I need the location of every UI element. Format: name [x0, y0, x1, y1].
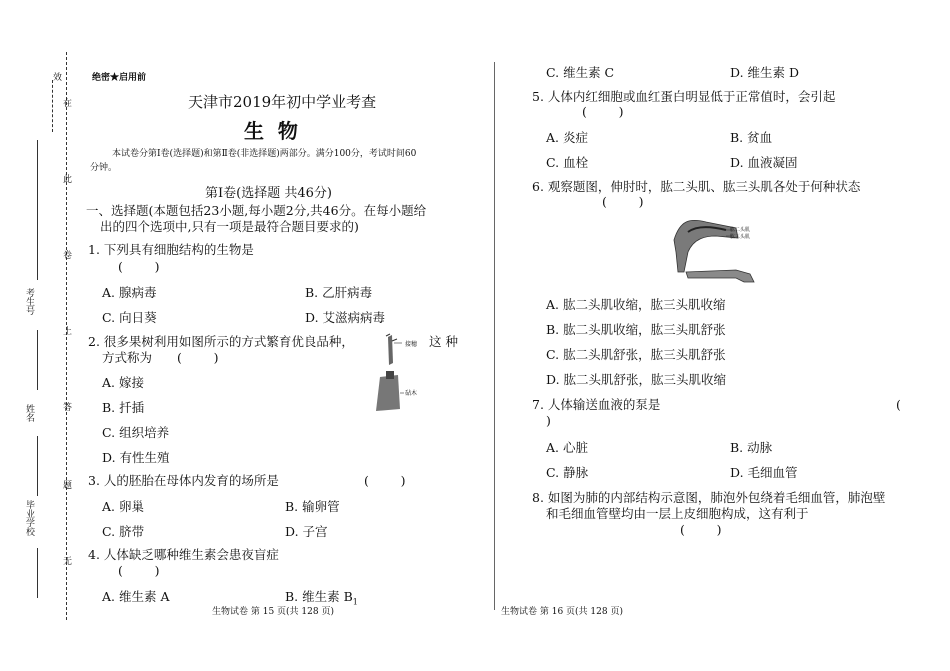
q6-option-c[interactable]: C. 肱二头肌舒张，肱三头肌舒张: [546, 347, 726, 362]
graft-union: [386, 371, 394, 379]
q7-blank-close[interactable]: ): [546, 413, 551, 428]
q6-stem: 6. 观察题图，伸肘时，肱二头肌、肱三头肌各处于何种状态: [532, 179, 861, 194]
triceps-label: 肱三头肌: [730, 234, 751, 240]
q2-option-d[interactable]: D. 有性生殖: [102, 450, 170, 465]
q7-option-a[interactable]: A. 心脏: [546, 440, 588, 455]
q4-option-a[interactable]: A. 维生素 A: [102, 589, 170, 604]
gutter-char: 此: [63, 175, 73, 185]
q7-blank-open[interactable]: (: [896, 397, 901, 412]
gutter-rule: [37, 436, 38, 496]
q4-option-b-subscript: 1: [352, 597, 358, 607]
q3-option-d[interactable]: D. 子宫: [285, 524, 328, 539]
forearm-shape: [686, 270, 754, 282]
q8-answer-blank[interactable]: ( ): [680, 522, 722, 537]
gutter-rule: [37, 140, 38, 280]
gutter-char: 卷: [63, 251, 73, 261]
q7-option-b[interactable]: B. 动脉: [730, 440, 773, 455]
q4-stem: 4. 人体缺乏哪种维生素会患夜盲症: [88, 547, 279, 562]
gutter-rule: [37, 330, 38, 390]
q2-option-b[interactable]: B. 扦插: [102, 400, 145, 415]
q5-answer-blank[interactable]: ( ): [582, 104, 624, 119]
gutter-char: 效: [53, 73, 63, 83]
footer-left: 生物试卷 第 15 页(共 128 页): [212, 607, 334, 617]
q2-stem-2: 方式称为: [102, 350, 153, 365]
q6-answer-blank[interactable]: ( ): [602, 194, 644, 209]
q3-option-c[interactable]: C. 脐带: [102, 524, 145, 539]
q1-stem: 1. 下列具有细胞结构的生物是: [88, 242, 254, 257]
part-heading: 第Ⅰ卷(选择题 共46分): [205, 186, 332, 201]
q3-answer-blank[interactable]: ( ): [364, 473, 406, 488]
biceps-label: 肱二头肌: [730, 227, 751, 233]
q2-stem-tail: 这 种: [429, 334, 458, 349]
q4-option-c[interactable]: C. 维生素 C: [546, 65, 615, 80]
intro-line-2: 分钟。: [90, 163, 118, 173]
q2-answer-blank[interactable]: ( ): [177, 350, 219, 365]
q6-option-d[interactable]: D. 肱二头肌舒张，肱三头肌收缩: [546, 372, 727, 387]
q1-option-d[interactable]: D. 艾滋病病毒: [305, 310, 386, 325]
q2-option-a[interactable]: A. 嫁接: [102, 375, 144, 390]
gutter-char: 答: [63, 403, 73, 413]
section-heading-1: 一、选择题(本题包括23小题,每小题2分,共46分。在每小题给: [86, 203, 427, 218]
q6-option-a[interactable]: A. 肱二头肌收缩，肱三头肌收缩: [546, 297, 726, 312]
q3-option-b[interactable]: B. 输卵管: [285, 499, 340, 514]
q1-option-b[interactable]: B. 乙肝病毒: [305, 285, 373, 300]
footer-right: 生物试卷 第 16 页(共 128 页): [501, 607, 623, 617]
rootstock-shape: [376, 375, 400, 411]
q8-stem-2: 和毛细血管壁均由一层上皮细胞构成，这有利于: [546, 506, 809, 521]
scion-label: 接穗: [405, 341, 418, 348]
q7-option-c[interactable]: C. 静脉: [546, 465, 589, 480]
q3-stem: 3. 人的胚胎在母体内发育的场所是: [88, 473, 279, 488]
q1-option-c[interactable]: C. 向日葵: [102, 310, 157, 325]
gutter-char: 上: [63, 327, 73, 337]
rootstock-label: 砧木: [405, 390, 418, 397]
name-label: 姓名: [24, 404, 34, 422]
subject-title: 生 物: [244, 119, 298, 143]
q5-option-c[interactable]: C. 血栓: [546, 155, 589, 170]
school-label: 毕业学校: [24, 500, 34, 536]
q5-option-b[interactable]: B. 贫血: [730, 130, 773, 145]
q8-stem-1: 8. 如图为肺的内部结构示意图，肺泡外包绕着毛细血管，肺泡壁: [532, 490, 886, 505]
q7-stem: 7. 人体输送血液的泵是: [532, 397, 661, 412]
q6-option-b[interactable]: B. 肱二头肌收缩，肱三头肌舒张: [546, 322, 726, 337]
scion-shape: [388, 335, 393, 365]
section-heading-2: 出的四个选项中,只有一项是最符合题目要求的): [100, 219, 359, 234]
secret-label: 绝密★启用前: [92, 73, 147, 83]
q5-stem: 5. 人体内红细胞或血红蛋白明显低于正常值时，会引起: [532, 89, 836, 104]
q5-option-a[interactable]: A. 炎症: [546, 130, 588, 145]
gutter-char: 在: [63, 99, 73, 109]
q1-option-a[interactable]: A. 腺病毒: [102, 285, 157, 300]
gutter-char: 无: [63, 557, 73, 567]
q2-stem-1: 2. 很多果树利用如图所示的方式繁育优良品种，: [88, 334, 354, 349]
q4-option-d[interactable]: D. 维生素 D: [730, 65, 800, 80]
candidate-number-label: 考生号: [24, 288, 34, 315]
arm-muscle-figure: [666, 212, 766, 287]
q4-answer-blank[interactable]: ( ): [118, 563, 160, 578]
q5-option-d[interactable]: D. 血液凝固: [730, 155, 798, 170]
q3-option-a[interactable]: A. 卵巢: [102, 499, 144, 514]
q4-option-b-text: B. 维生素 B: [285, 589, 353, 604]
gutter-dash: [52, 80, 53, 132]
gutter-char: 题: [63, 481, 73, 491]
intro-line-1: 本试卷分第Ⅰ卷(选择题)和第Ⅱ卷(非选择题)两部分。满分100分，考试时间60: [112, 149, 417, 159]
q1-answer-blank[interactable]: ( ): [118, 259, 160, 274]
q2-option-c[interactable]: C. 组织培养: [102, 425, 170, 440]
q7-option-d[interactable]: D. 毛细血管: [730, 465, 798, 480]
exam-title: 天津市2019年初中学业考查: [188, 93, 377, 111]
gutter-rule: [37, 548, 38, 598]
column-divider: [494, 62, 495, 610]
